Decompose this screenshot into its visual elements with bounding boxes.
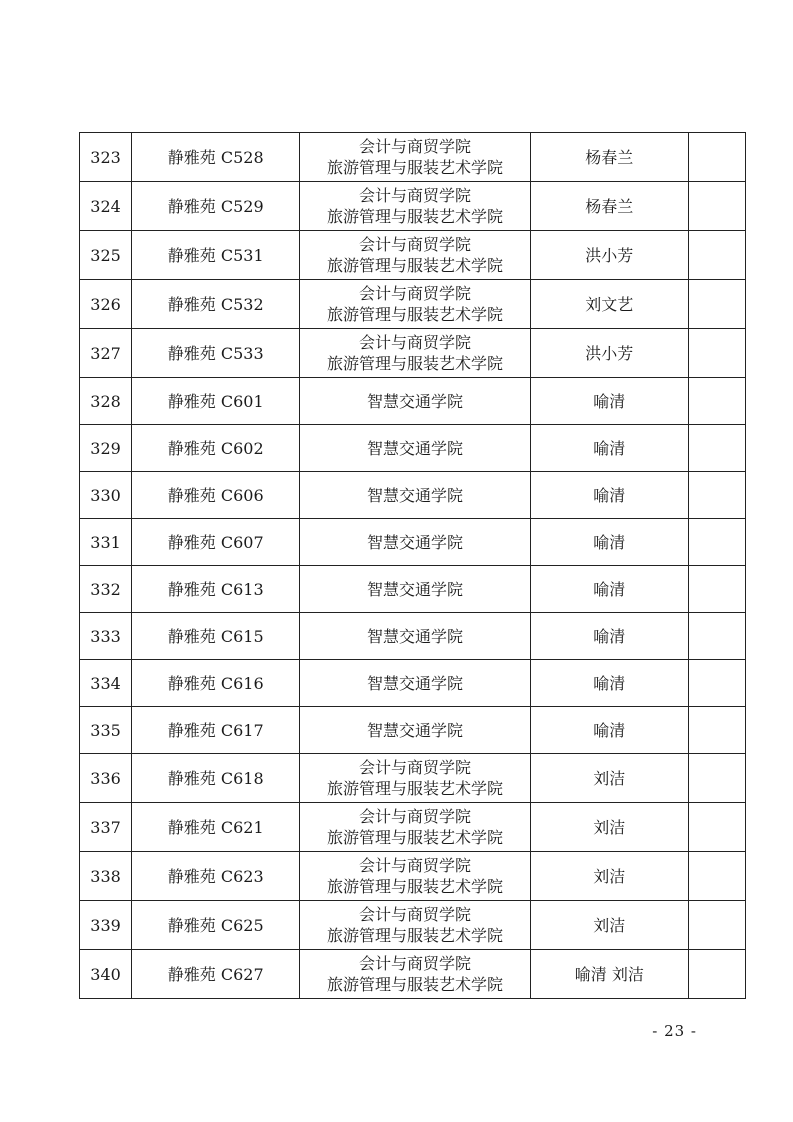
row-number: 338 [80, 852, 132, 901]
college-name: 智慧交通学院 [366, 391, 463, 411]
room-cell: 静雅苑 C606 [132, 472, 300, 519]
college-name: 旅游管理与服装艺术学院 [326, 828, 503, 847]
row-number: 323 [80, 133, 132, 182]
row-number: 331 [80, 519, 132, 566]
college-cell [300, 182, 530, 231]
person-cell: 洪小芳 [530, 231, 688, 280]
college-cell [300, 950, 530, 999]
college-name: 会计与商贸学院 [358, 284, 471, 303]
room-cell: 静雅苑 C602 [132, 425, 300, 472]
college-cell [300, 803, 530, 852]
person-cell: 喻清 [530, 566, 688, 613]
college-name: 智慧交通学院 [366, 438, 463, 458]
room-cell: 静雅苑 C623 [132, 852, 300, 901]
room-cell: 静雅苑 C615 [132, 613, 300, 660]
college-cell [300, 133, 530, 182]
college-name: 智慧交通学院 [366, 532, 463, 552]
person-cell: 喻清 [530, 660, 688, 707]
college-name: 会计与商贸学院 [358, 186, 471, 205]
row-number: 326 [80, 280, 132, 329]
college-cell [300, 613, 530, 660]
table-row [80, 566, 746, 613]
person-cell: 喻清 [530, 613, 688, 660]
college-name: 会计与商贸学院 [358, 905, 471, 924]
remark-cell [688, 425, 745, 472]
room-cell: 静雅苑 C625 [132, 901, 300, 950]
table-row [80, 613, 746, 660]
college-name: 会计与商贸学院 [358, 954, 471, 973]
college-cell [300, 901, 530, 950]
person-cell: 喻清 [530, 519, 688, 566]
table-row [80, 707, 746, 754]
remark-cell [688, 472, 745, 519]
row-number: 324 [80, 182, 132, 231]
row-number: 337 [80, 803, 132, 852]
room-cell: 静雅苑 C528 [132, 133, 300, 182]
college-cell [300, 231, 530, 280]
person-cell: 喻清 刘洁 [530, 950, 688, 999]
college-name: 会计与商贸学院 [358, 137, 471, 156]
college-name: 旅游管理与服装艺术学院 [326, 305, 503, 324]
row-number: 328 [80, 378, 132, 425]
table-row [80, 852, 746, 901]
person-cell: 杨春兰 [530, 133, 688, 182]
college-cell [300, 472, 530, 519]
table-row [80, 803, 746, 852]
college-cell [300, 329, 530, 378]
remark-cell [688, 852, 745, 901]
college-name: 智慧交通学院 [366, 673, 463, 693]
table-row [80, 519, 746, 566]
room-cell: 静雅苑 C617 [132, 707, 300, 754]
college-cell [300, 425, 530, 472]
remark-cell [688, 613, 745, 660]
remark-cell [688, 950, 745, 999]
row-number: 334 [80, 660, 132, 707]
room-cell: 静雅苑 C618 [132, 754, 300, 803]
college-name: 会计与商贸学院 [358, 235, 471, 254]
table-body [80, 133, 746, 999]
person-cell: 喻清 [530, 707, 688, 754]
college-name: 旅游管理与服装艺术学院 [326, 158, 503, 177]
college-cell [300, 754, 530, 803]
room-cell: 静雅苑 C529 [132, 182, 300, 231]
person-cell: 杨春兰 [530, 182, 688, 231]
table-row [80, 329, 746, 378]
row-number: 340 [80, 950, 132, 999]
row-number: 327 [80, 329, 132, 378]
person-cell: 刘洁 [530, 852, 688, 901]
college-name: 会计与商贸学院 [358, 807, 471, 826]
college-name: 旅游管理与服装艺术学院 [326, 354, 503, 373]
table-row [80, 280, 746, 329]
room-cell: 静雅苑 C607 [132, 519, 300, 566]
college-name: 智慧交通学院 [366, 720, 463, 740]
room-cell: 静雅苑 C613 [132, 566, 300, 613]
table-row [80, 901, 746, 950]
college-name: 智慧交通学院 [366, 626, 463, 646]
table-row [80, 950, 746, 999]
person-cell: 刘文艺 [530, 280, 688, 329]
room-cell: 静雅苑 C621 [132, 803, 300, 852]
row-number: 333 [80, 613, 132, 660]
college-cell [300, 519, 530, 566]
remark-cell [688, 182, 745, 231]
person-cell: 喻清 [530, 378, 688, 425]
college-name: 智慧交通学院 [366, 485, 463, 505]
remark-cell [688, 519, 745, 566]
dormitory-table [79, 132, 746, 999]
college-name: 会计与商贸学院 [358, 758, 471, 777]
table-row [80, 660, 746, 707]
remark-cell [688, 707, 745, 754]
remark-cell [688, 133, 745, 182]
person-cell: 刘洁 [530, 803, 688, 852]
person-cell: 洪小芳 [530, 329, 688, 378]
remark-cell [688, 280, 745, 329]
college-name: 旅游管理与服装艺术学院 [326, 975, 503, 994]
remark-cell [688, 754, 745, 803]
room-cell: 静雅苑 C532 [132, 280, 300, 329]
college-name: 会计与商贸学院 [358, 856, 471, 875]
college-name: 旅游管理与服装艺术学院 [326, 779, 503, 798]
row-number: 339 [80, 901, 132, 950]
room-cell: 静雅苑 C601 [132, 378, 300, 425]
room-cell: 静雅苑 C616 [132, 660, 300, 707]
college-cell [300, 707, 530, 754]
person-cell: 喻清 [530, 472, 688, 519]
remark-cell [688, 660, 745, 707]
row-number: 325 [80, 231, 132, 280]
person-cell: 刘洁 [530, 901, 688, 950]
table-row [80, 378, 746, 425]
college-cell [300, 280, 530, 329]
remark-cell [688, 329, 745, 378]
table-row [80, 182, 746, 231]
college-name: 旅游管理与服装艺术学院 [326, 926, 503, 945]
table-row [80, 472, 746, 519]
table-row [80, 425, 746, 472]
row-number: 329 [80, 425, 132, 472]
remark-cell [688, 901, 745, 950]
college-cell [300, 852, 530, 901]
college-cell [300, 378, 530, 425]
remark-cell [688, 378, 745, 425]
row-number: 335 [80, 707, 132, 754]
row-number: 336 [80, 754, 132, 803]
table-row [80, 231, 746, 280]
remark-cell [688, 231, 745, 280]
college-name: 智慧交通学院 [366, 579, 463, 599]
page-number: - 23 - [652, 1022, 697, 1040]
remark-cell [688, 803, 745, 852]
room-cell: 静雅苑 C627 [132, 950, 300, 999]
row-number: 332 [80, 566, 132, 613]
college-name: 旅游管理与服装艺术学院 [326, 877, 503, 896]
table-row [80, 754, 746, 803]
college-cell [300, 660, 530, 707]
college-name: 旅游管理与服装艺术学院 [326, 207, 503, 226]
person-cell: 刘洁 [530, 754, 688, 803]
table-row [80, 133, 746, 182]
college-name: 会计与商贸学院 [358, 333, 471, 352]
college-name: 旅游管理与服装艺术学院 [326, 256, 503, 275]
row-number: 330 [80, 472, 132, 519]
room-cell: 静雅苑 C531 [132, 231, 300, 280]
remark-cell [688, 566, 745, 613]
person-cell: 喻清 [530, 425, 688, 472]
room-cell: 静雅苑 C533 [132, 329, 300, 378]
college-cell [300, 566, 530, 613]
